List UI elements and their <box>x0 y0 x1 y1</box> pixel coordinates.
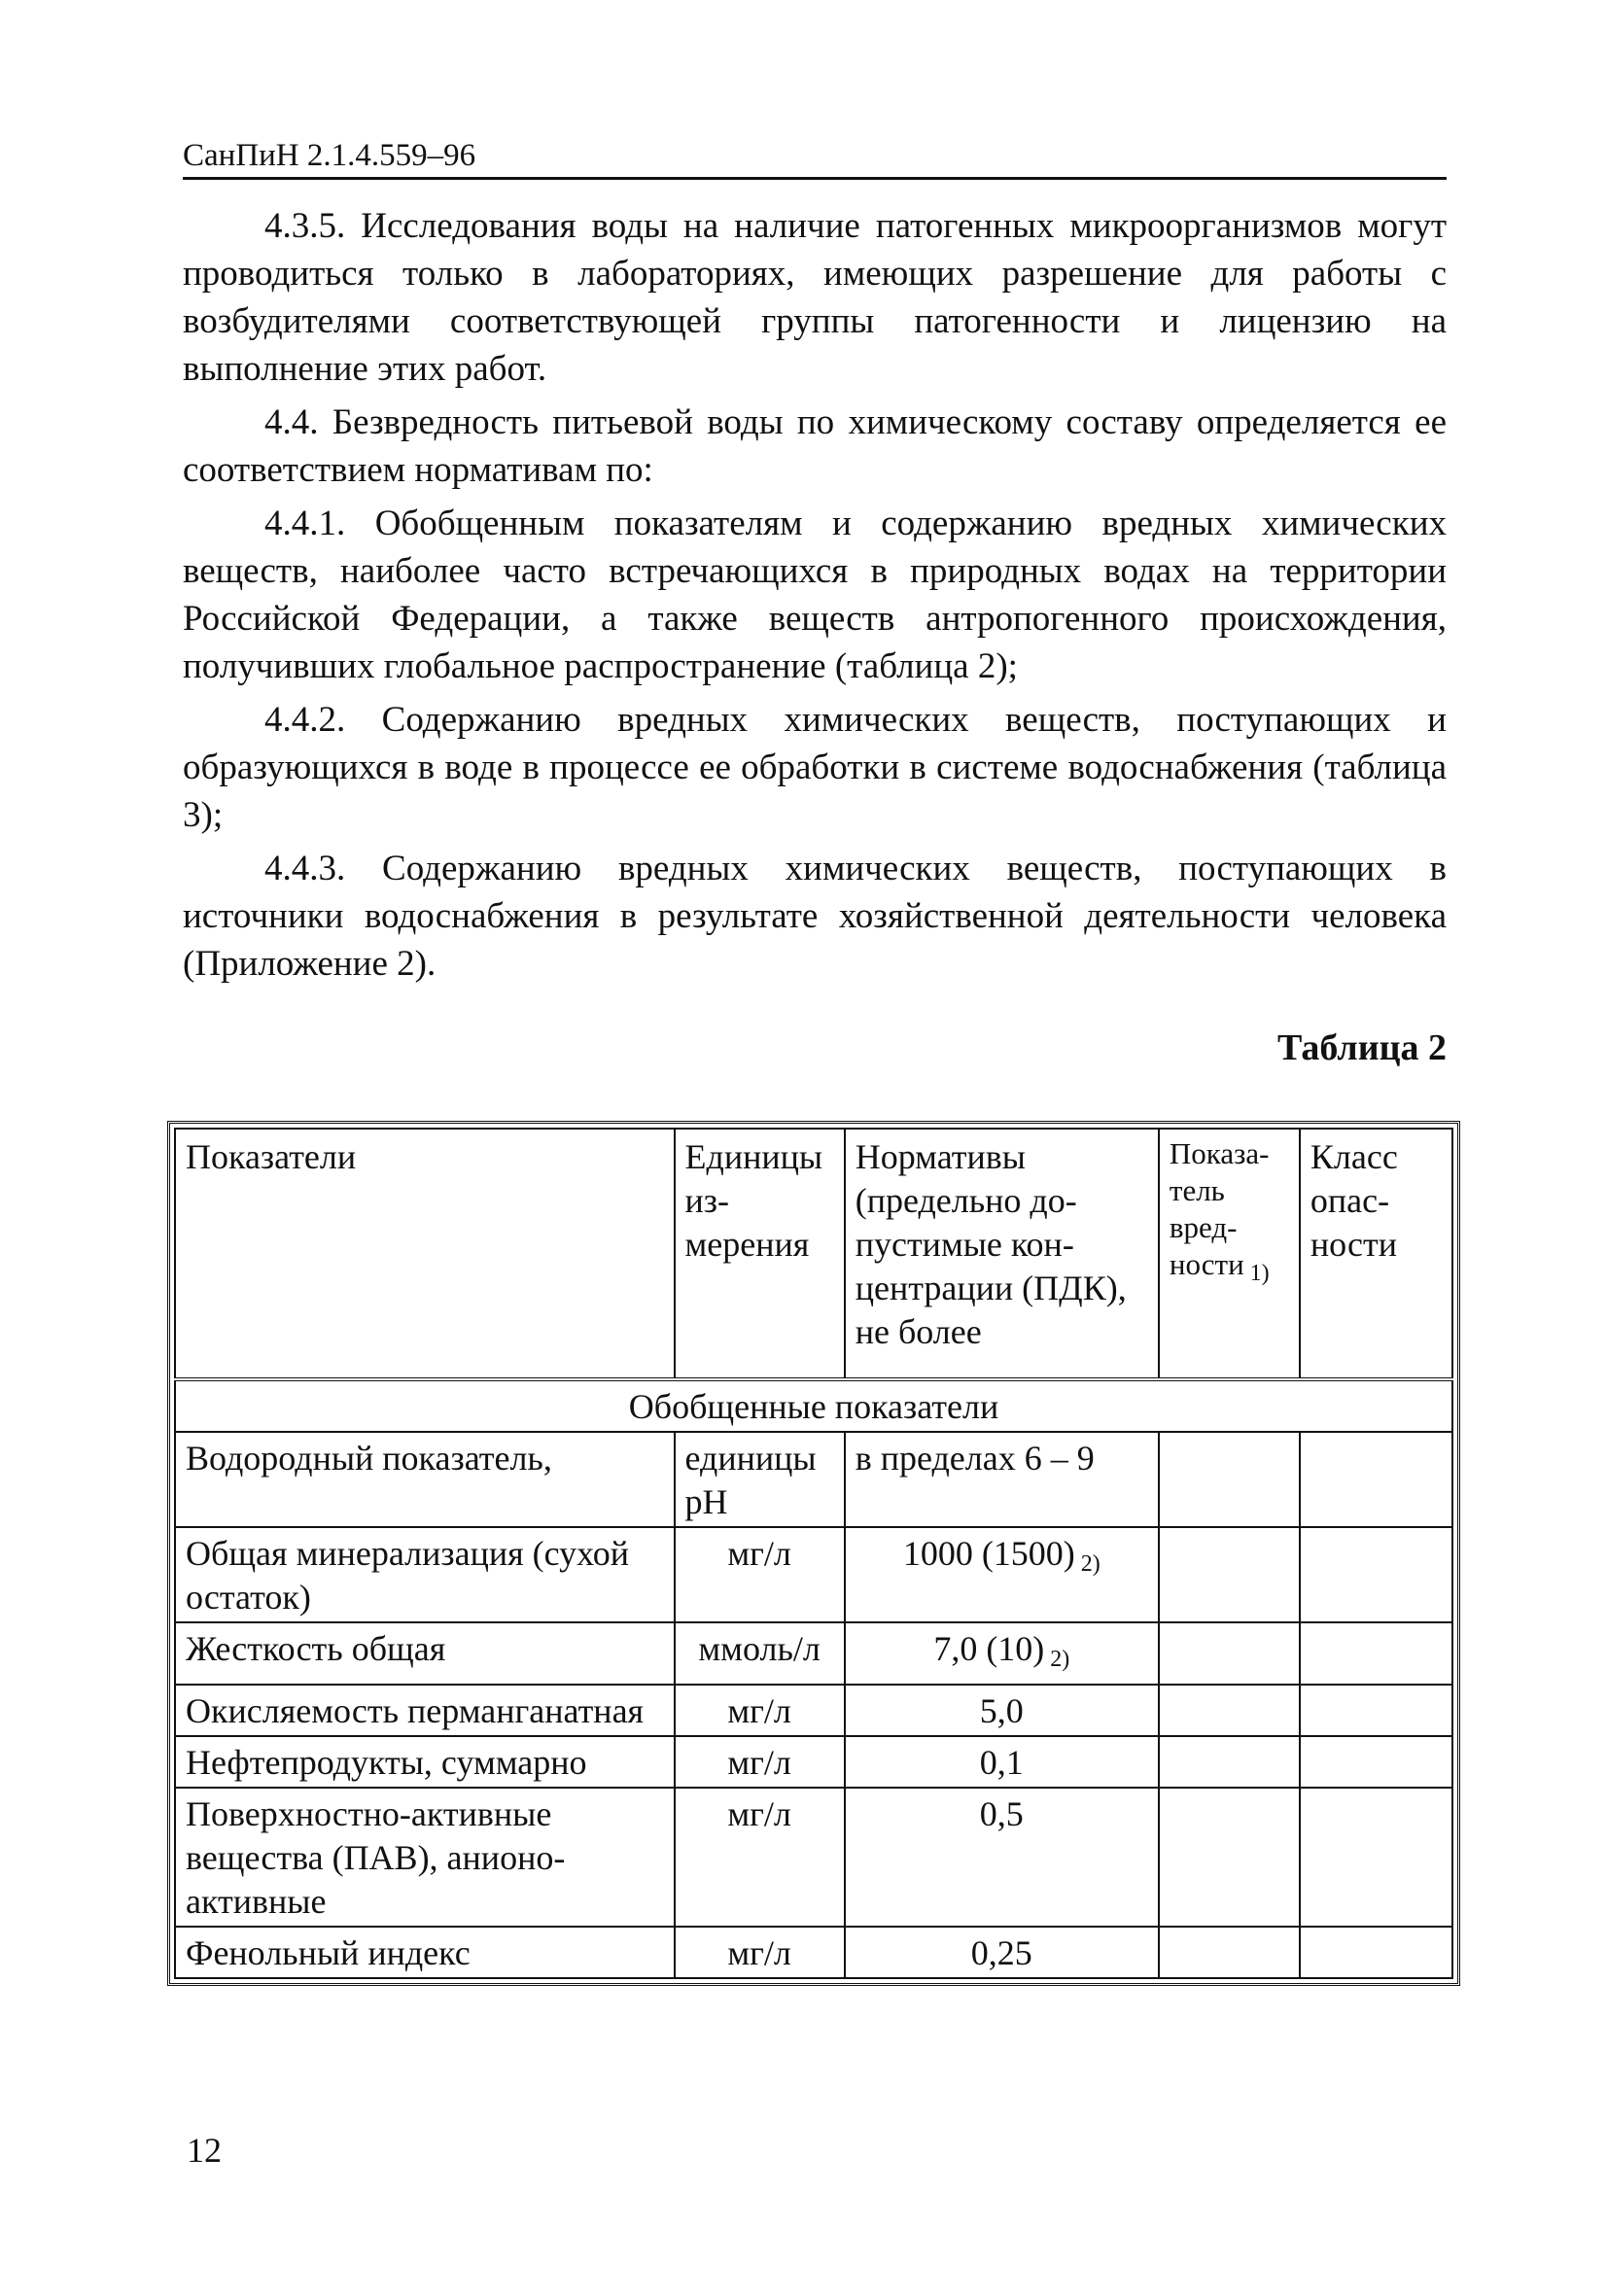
cell-harm <box>1159 1788 1300 1927</box>
cell-indicator: Фенольный индекс <box>175 1927 675 1978</box>
cell-units: мг/л <box>675 1685 845 1736</box>
norm-value: 7,0 (10) <box>933 1629 1045 1668</box>
cell-harm <box>1159 1927 1300 1978</box>
norm-footnote: 2) <box>1080 1551 1100 1577</box>
cell-hazard <box>1300 1788 1452 1927</box>
table-row <box>175 1788 1452 1927</box>
cell-indicator: Поверхностно-активные вещества (ПАВ), анионоактивные <box>175 1788 675 1927</box>
norm-value: 0,5 <box>979 1794 1024 1833</box>
cell-indicator: Нефтепродукты, суммарно <box>175 1736 675 1788</box>
cell-hazard <box>1300 1622 1452 1685</box>
cell-units: мг/л <box>675 1527 845 1622</box>
cell-units: единицы pH <box>675 1432 845 1527</box>
header-indicator: Показатели <box>175 1129 675 1379</box>
paragraph-4-4-2: 4.4.2. Содержанию вредных химических веществ, поступающих и образующихся в воде в процессе ее обработки в системе водоснабжения (таблица 3); <box>183 700 1447 835</box>
header-units: Единицы измерения <box>675 1129 845 1379</box>
cell-norm <box>845 1432 1159 1527</box>
cell-indicator: Водородный показатель, <box>175 1432 675 1527</box>
table-row <box>175 1622 1452 1685</box>
cell-hazard <box>1300 1527 1452 1622</box>
norm-value: 5,0 <box>979 1691 1024 1730</box>
cell-indicator: Окисляемость перманганатная <box>175 1685 675 1736</box>
cell-harm <box>1159 1622 1300 1685</box>
table-row <box>175 1527 1452 1622</box>
cell-units: ммоль/л <box>675 1622 845 1685</box>
cell-indicator: Общая минерализация (сухой остаток) <box>175 1527 675 1622</box>
norms-table <box>174 1128 1453 1979</box>
cell-harm <box>1159 1527 1300 1622</box>
norm-value: 1000 (1500) <box>902 1534 1075 1573</box>
cell-units: мг/л <box>675 1736 845 1788</box>
table-row <box>175 1736 1452 1788</box>
cell-hazard <box>1300 1685 1452 1736</box>
norm-value: 0,1 <box>979 1743 1024 1782</box>
norm-value: в пределах 6 – 9 <box>855 1439 1095 1478</box>
norm-footnote: 2) <box>1050 1647 1070 1672</box>
header-harm-indicator <box>1159 1129 1300 1379</box>
header-harm-indicator-label: Показатель вредности <box>1169 1136 1270 1281</box>
page-number: 12 <box>187 2131 222 2170</box>
norm-value: 0,25 <box>970 1933 1032 1972</box>
cell-hazard <box>1300 1927 1452 1978</box>
cell-harm <box>1159 1432 1300 1527</box>
header-norms: Нормативы (предельно допустимые концентрации (ПДК), не более <box>845 1129 1159 1379</box>
header-harm-indicator-note: 1) <box>1249 1261 1270 1286</box>
cell-norm <box>845 1736 1159 1788</box>
paragraph-4-3-5: 4.3.5. Исследования воды на наличие патогенных микроорганизмов могут проводиться только в лабораториях, имеющих разрешение для работы с возбудителями соответствующей группы патогенности и лицензию на выполнение этих работ. <box>183 206 1447 389</box>
body-text <box>183 202 1447 993</box>
section-title: Обобщенные показатели <box>175 1379 1452 1432</box>
paragraph-4-4-3: 4.4.3. Содержанию вредных химических веществ, поступающих в источники водоснабжения в результате хозяйственной деятельности человека (Приложение 2). <box>183 849 1447 984</box>
cell-hazard <box>1300 1432 1452 1527</box>
page-header: СанПиН 2.1.4.559–96 <box>183 136 1447 180</box>
paragraph-4-4-1: 4.4.1. Обобщенным показателям и содержанию вредных химических веществ, наиболее часто встречающихся в природных водах на территории Российской Федерации, а также веществ антропогенного происхождения, получивших глобальное распространение (таблица 2); <box>183 504 1447 686</box>
header-hazard-class: Класс опасности <box>1300 1129 1452 1379</box>
cell-harm <box>1159 1685 1300 1736</box>
cell-norm <box>845 1527 1159 1622</box>
cell-norm <box>845 1927 1159 1978</box>
cell-norm <box>845 1622 1159 1685</box>
paragraph-4-4: 4.4. Безвредность питьевой воды по химическому составу определяется ее соответствием нормативам по: <box>183 402 1447 490</box>
cell-harm <box>1159 1736 1300 1788</box>
table-header-row <box>175 1129 1452 1379</box>
table-title: Таблица 2 <box>1276 1027 1447 1068</box>
section-row <box>175 1379 1452 1432</box>
table-row <box>175 1432 1452 1527</box>
cell-norm <box>845 1788 1159 1927</box>
table-row <box>175 1685 1452 1736</box>
table-frame <box>167 1121 1460 1986</box>
cell-hazard <box>1300 1736 1452 1788</box>
cell-indicator: Жесткость общая <box>175 1622 675 1685</box>
cell-units: мг/л <box>675 1927 845 1978</box>
table-row <box>175 1927 1452 1978</box>
cell-units: мг/л <box>675 1788 845 1927</box>
cell-norm <box>845 1685 1159 1736</box>
